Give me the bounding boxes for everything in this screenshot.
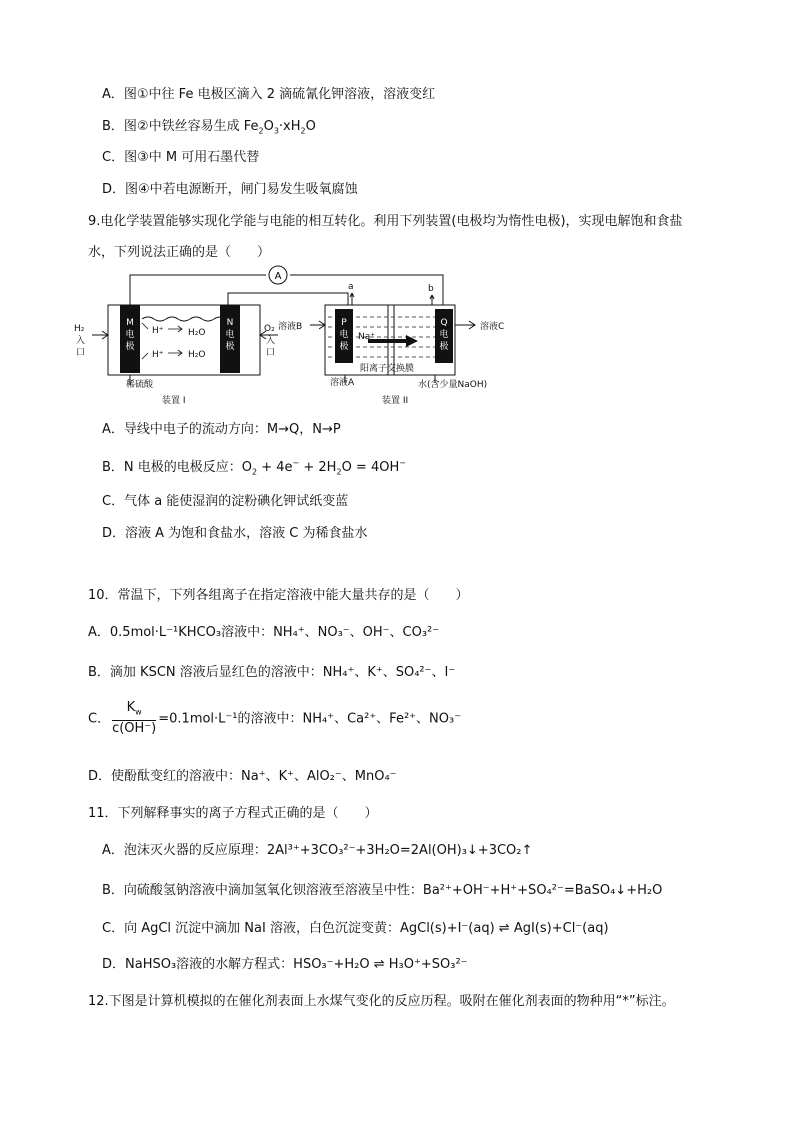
- electrode-q-label3: 极: [439, 342, 449, 352]
- kw-denominator: c(OH⁻): [112, 720, 157, 736]
- o2-inlet-label3: 口: [266, 348, 276, 358]
- q11-option-b: B．向硫酸氢钠溶液中滴加氢氧化钡溶液至溶液呈中性：Ba²⁺+OH⁻+H⁺+SO₄²⁻=BaSO₄↓+H₂O: [102, 883, 663, 898]
- q9-option-b: B．N 电极的电极反应：$O_2 + 4e^- + 2H_2O = 4OH^-$: [102, 458, 406, 477]
- device2-label: 装置 II: [382, 396, 409, 406]
- electrode-m-label2: 电: [125, 330, 135, 340]
- gas-b-label: b: [428, 284, 434, 294]
- membrane-label: 阳离子交换膜: [360, 364, 415, 374]
- q10-option-d: D．使酚酞变红的溶液中：Na⁺、K⁺、AlO₂⁻、MnO₄⁻: [88, 769, 397, 784]
- q9-option-c: C．气体 a 能使湿润的淀粉碘化钾试纸变蓝: [102, 494, 349, 509]
- q10-option-a: A．0.5mol·L⁻¹KHCO₃溶液中：NH₄⁺、NO₃⁻、OH⁻、CO₃²⁻: [88, 625, 440, 640]
- h2-inlet-label3: 口: [76, 348, 86, 358]
- kw-numerator: K: [126, 700, 136, 715]
- gas-a-label: a: [348, 282, 354, 292]
- hplus-label-1: H⁺: [152, 326, 164, 336]
- q9-electrochem-figure: [70, 265, 510, 410]
- q9-b-text: B．N 电极的电极反应：O: [102, 460, 253, 475]
- h2-inlet-label: H₂: [74, 324, 85, 334]
- q9-stem-line1: 9.电化学装置能够实现化学能与电能的相互转化。利用下列装置(电极均为惰性电极)，实现电解饱和食盐: [88, 214, 683, 229]
- q9-option-d: D．溶液 A 为饱和食盐水，溶液 C 为稀食盐水: [102, 526, 368, 541]
- h2o-label-1: H₂O: [188, 328, 206, 338]
- q10-c-rest: =0.1mol·L⁻¹的溶液中：NH₄⁺、Ca²⁺、Fe²⁺、NO₃⁻: [158, 711, 462, 727]
- h2-inlet-label2: 入: [76, 336, 86, 346]
- solution-b-label: 溶液B: [278, 322, 303, 332]
- electrode-m-label3: 极: [125, 342, 135, 352]
- electrode-n-label3: 极: [225, 342, 235, 352]
- ammeter-label: A: [274, 271, 282, 282]
- h2o-label-2: H₂O: [188, 350, 206, 360]
- q10-option-c: [88, 701, 461, 737]
- q8-b-text4: O: [305, 119, 316, 134]
- q10-option-b: B．滴加 KSCN 溶液后显红色的溶液中：NH₄⁺、K⁺、SO₄²⁻、I⁻: [88, 665, 456, 680]
- electrode-m-label: M: [126, 318, 134, 328]
- q8-option-c: C．图③中 M 可用石墨代替: [102, 150, 260, 165]
- q8-b-text3: ·xH: [278, 119, 301, 134]
- q9-stem-line2: 水，下列说法正确的是（ ）: [88, 245, 271, 260]
- q12-stem: 12.下图是计算机模拟的在催化剂表面上水煤气变化的反应历程。吸附在催化剂表面的物种用“*”标注。: [88, 994, 675, 1009]
- q10-c-label: C．: [88, 711, 111, 727]
- kw-fraction: $\frac{K_w}{c(OH^-)}$: [112, 700, 157, 736]
- q8-option-a: A．图①中往 Fe 电极区滴入 2 滴硫氰化钾溶液，溶液变红: [102, 87, 436, 102]
- q8-b-text2: O: [263, 119, 274, 134]
- q9-b-text4: O = 4OH: [341, 460, 400, 475]
- device1-label: 装置 I: [162, 396, 186, 406]
- q8-option-d: D．图④中若电源断开，闸门易发生吸氧腐蚀: [102, 182, 358, 197]
- q11-option-c: C．向 AgCl 沉淀中滴加 NaI 溶液，白色沉淀变黄：AgCl(s)+I⁻(aq) ⇌ AgI(s)+Cl⁻(aq): [102, 921, 609, 936]
- o2-inlet-label2: 入: [266, 336, 276, 346]
- q8-b-text: B．图②中铁丝容易生成 Fe: [102, 119, 259, 134]
- q11-option-a: A．泡沫灭火器的反应原理：2Al³⁺+3CO₃²⁻+3H₂O=2Al(OH)₃↓+3CO₂↑: [102, 843, 533, 858]
- q9-b-text2: + 4e: [257, 460, 293, 475]
- acid-label: 稀硫酸: [126, 380, 154, 390]
- q11-option-d: D．NaHSO₃溶液的水解方程式：HSO₃⁻+H₂O ⇌ H₃O⁺+SO₃²⁻: [102, 957, 468, 972]
- na-ion-label: Na⁺: [358, 332, 375, 342]
- electrode-n-label: N: [226, 318, 234, 328]
- o2-inlet-label: O₂: [264, 324, 275, 334]
- electrode-q-label: Q: [440, 318, 448, 328]
- electrode-p-label2: 电: [339, 330, 349, 340]
- q9-option-a: A．导线中电子的流动方向：M→Q，N→P: [102, 422, 341, 437]
- water-label: 水(含少量NaOH): [418, 380, 488, 390]
- electrode-q-label2: 电: [439, 330, 449, 340]
- solution-c-label: 溶液C: [480, 322, 505, 332]
- q10-stem: 10．常温下，下列各组离子在指定溶液中能大量共存的是（ ）: [88, 588, 469, 603]
- electrode-n-label2: 电: [225, 330, 235, 340]
- electrode-p-label: P: [341, 318, 347, 328]
- hplus-label-2: H⁺: [152, 350, 164, 360]
- q11-stem: 11．下列解释事实的离子方程式正确的是（ ）: [88, 806, 378, 821]
- solution-a-label: 溶液A: [330, 378, 355, 388]
- q8-option-b: B．图②中铁丝容易生成 $Fe_2O_3\cdot xH_2O$: [102, 119, 316, 136]
- electrode-p-label3: 极: [339, 342, 349, 352]
- q9-b-text3: + 2H: [299, 460, 337, 475]
